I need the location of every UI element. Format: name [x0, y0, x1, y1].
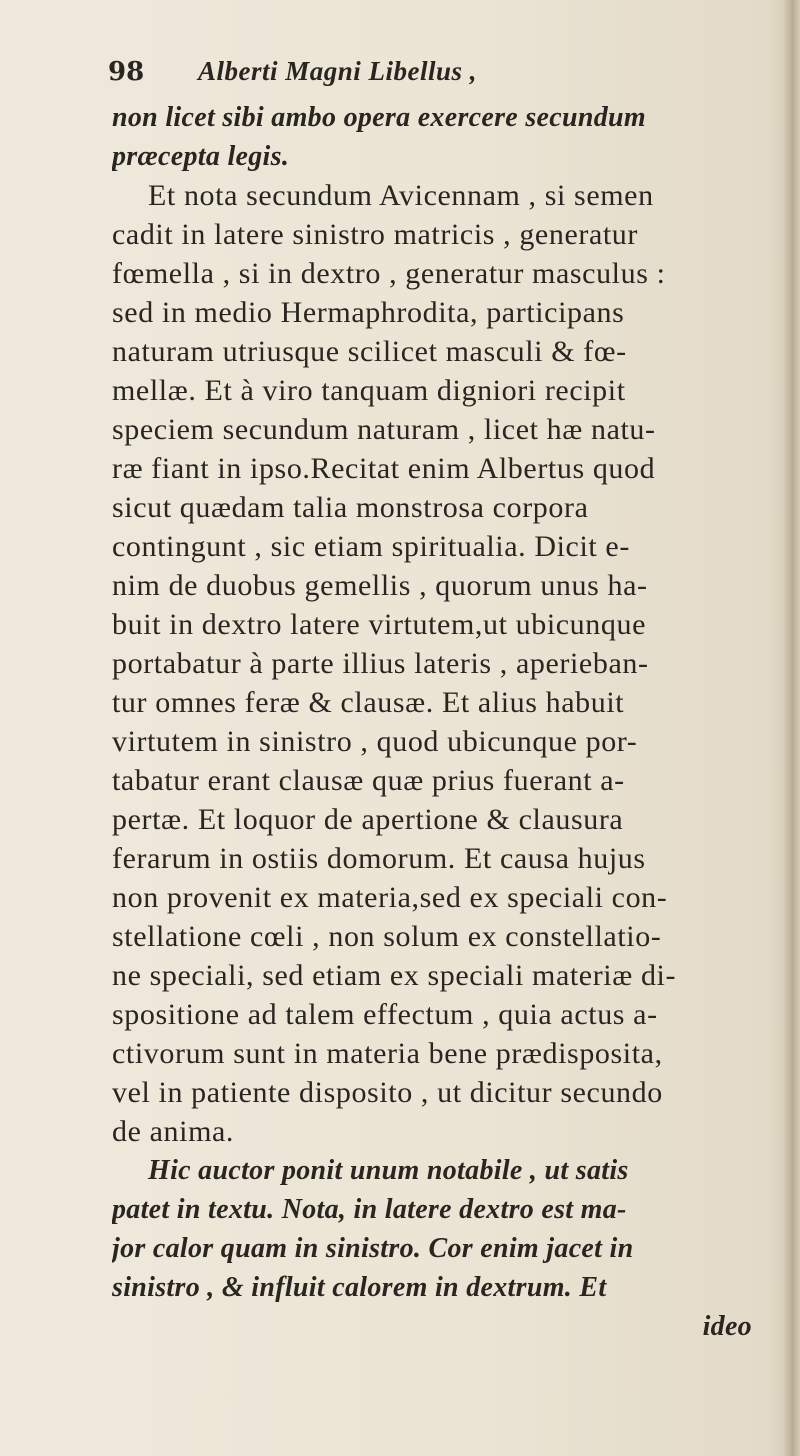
text-line: mellæ. Et à viro tanquam digniori recipit: [112, 374, 626, 407]
text-line: non licet sibi ambo opera exercere secundum: [112, 102, 646, 133]
text-line: sicut quædam talia monstrosa corpora: [112, 491, 589, 524]
body-text: [112, 98, 792, 1346]
text-line: cadit in latere sinistro matricis , generatur: [112, 218, 638, 251]
text-line: pertæ. Et loquor de apertione & clausura: [112, 803, 624, 836]
text-line: sinistro , & influit calorem in dextrum. Et: [112, 1272, 607, 1303]
text-line: non provenit ex materia,sed ex speciali con-: [112, 881, 668, 914]
text-line: speciem secundum naturam , licet hæ natu-: [112, 413, 656, 446]
text-line: stellatione cœli , non solum ex constellatio-: [112, 920, 662, 953]
text-line: vel in patiente disposito , ut dicitur secundo: [112, 1076, 663, 1109]
text-line: nim de duobus gemellis , quorum unus ha-: [112, 569, 648, 602]
text-line: contingunt , sic etiam spiritualia. Dicit e-: [112, 530, 630, 563]
text-line: tur omnes feræ & clausæ. Et alius habuit: [112, 686, 625, 719]
text-line: Hic auctor ponit unum notabile , ut satis: [148, 1155, 629, 1186]
text-line: portabatur à parte illius lateris , aperieban-: [112, 647, 649, 680]
text-line: sed in medio Hermaphrodita, participans: [112, 296, 625, 329]
text-line: fœmella , si in dextro , generatur masculus :: [112, 257, 666, 290]
text-line: tabatur erant clausæ quæ prius fuerant a-: [112, 764, 625, 797]
text-line: buit in dextro latere virtutem,ut ubicunque: [112, 608, 646, 641]
catchword: ideo: [702, 1311, 752, 1342]
text-line: spositione ad talem effectum , quia actus a-: [112, 998, 658, 1031]
running-title: Alberti Magni Libellus ,: [198, 56, 478, 86]
text-line: præcepta legis.: [112, 141, 290, 172]
page-header: [108, 56, 668, 96]
text-line: naturam utriusque scilicet masculi & fœ-: [112, 335, 627, 368]
text-line: ctivorum sunt in materia bene prædisposita,: [112, 1037, 663, 1070]
page-number: 98: [108, 57, 145, 87]
text-line: Et nota secundum Avicennam , si semen: [148, 179, 654, 212]
text-line: ne speciali, sed etiam ex speciali materiæ di-: [112, 959, 677, 992]
text-line: de anima.: [112, 1115, 235, 1148]
text-line: jor calor quam in sinistro. Cor enim jacet in: [112, 1233, 634, 1264]
text-line: virtutem in sinistro , quod ubicunque por-: [112, 725, 638, 758]
text-line: ferarum in ostiis domorum. Et causa hujus: [112, 842, 646, 875]
text-line: patet in textu. Nota, in latere dextro est ma-: [112, 1194, 627, 1225]
text-line: ræ fiant in ipso.Recitat enim Albertus quod: [112, 452, 656, 485]
